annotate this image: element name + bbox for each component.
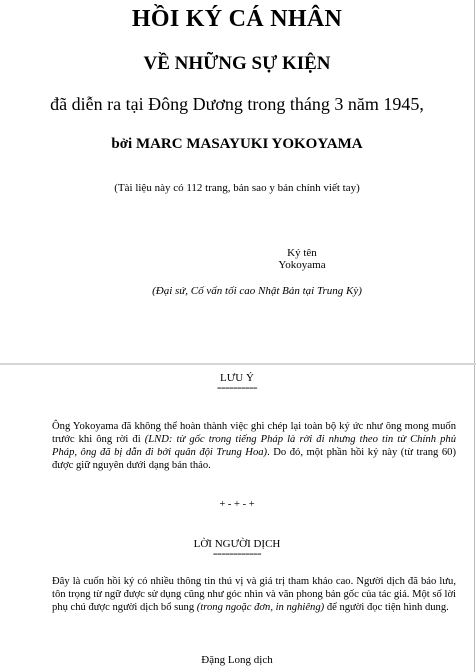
note-text-part1: Ông Yokoyama đã không thể hoàn thành việc ghi chép lại toàn bộ ký ức như ông mong muốn trước khi ông rời đi xyxy=(52,421,456,445)
translator-heading-underline: ============ xyxy=(212,550,262,559)
signature-label: Ký tên xyxy=(287,247,317,259)
translator-text-part2: để người đọc tiện hình dung. xyxy=(324,602,449,613)
translator-paragraph xyxy=(52,575,456,614)
document-title: HỒI KÝ CÁ NHÂN xyxy=(131,6,343,32)
note-heading-underline: ========== xyxy=(216,384,258,393)
document-subtitle: VỀ NHỮNG SỰ KIỆN xyxy=(143,53,331,74)
note-heading: LƯU Ý xyxy=(220,372,254,384)
translator-heading: LỜI NGƯỜI DỊCH xyxy=(193,538,281,550)
signature-name: Yokoyama xyxy=(278,259,326,271)
note-text-part2: . Do đó, một phần hồi ký này (từ trang 60) được giữ nguyên dưới dạng bản thảo. xyxy=(52,447,456,471)
note-text-italic: (LND: từ gốc trong tiếng Pháp là rời đi nhưng theo tin từ Chính phủ Pháp, ông đã bị dẫn đi bởi quân đội Trung Hoa) xyxy=(52,434,456,458)
translator-text-part1: Đây là cuốn hồi ký có nhiều thông tin thú vị và giá trị tham khảo cao. Người dịch đã bảo lưu, tôn trọng từ ngữ được sử dụng cũng như góc nhìn và văn phong bản gốc của tác giả. Một số lời phụ chú được người dịch bổ sung xyxy=(52,576,456,613)
author-position: (Đại sứ, Cố vấn tối cao Nhật Bản tại Trung Kỳ) xyxy=(152,285,362,297)
note-paragraph xyxy=(52,420,456,472)
event-description: đã diễn ra tại Đông Dương trong tháng 3 năm 1945, xyxy=(50,94,424,114)
page-count-note: (Tài liệu này có 112 trang, bản sao y bản chính viết tay) xyxy=(114,182,360,194)
translator-credit: Đặng Long dịch xyxy=(201,654,273,666)
author-line: bởi MARC MASAYUKI YOKOYAMA xyxy=(111,136,363,152)
document-page-2 xyxy=(0,365,475,672)
translator-text-italic: (trong ngoặc đơn, in nghiêng) xyxy=(196,602,325,613)
section-separator: + - + - + xyxy=(219,499,255,510)
